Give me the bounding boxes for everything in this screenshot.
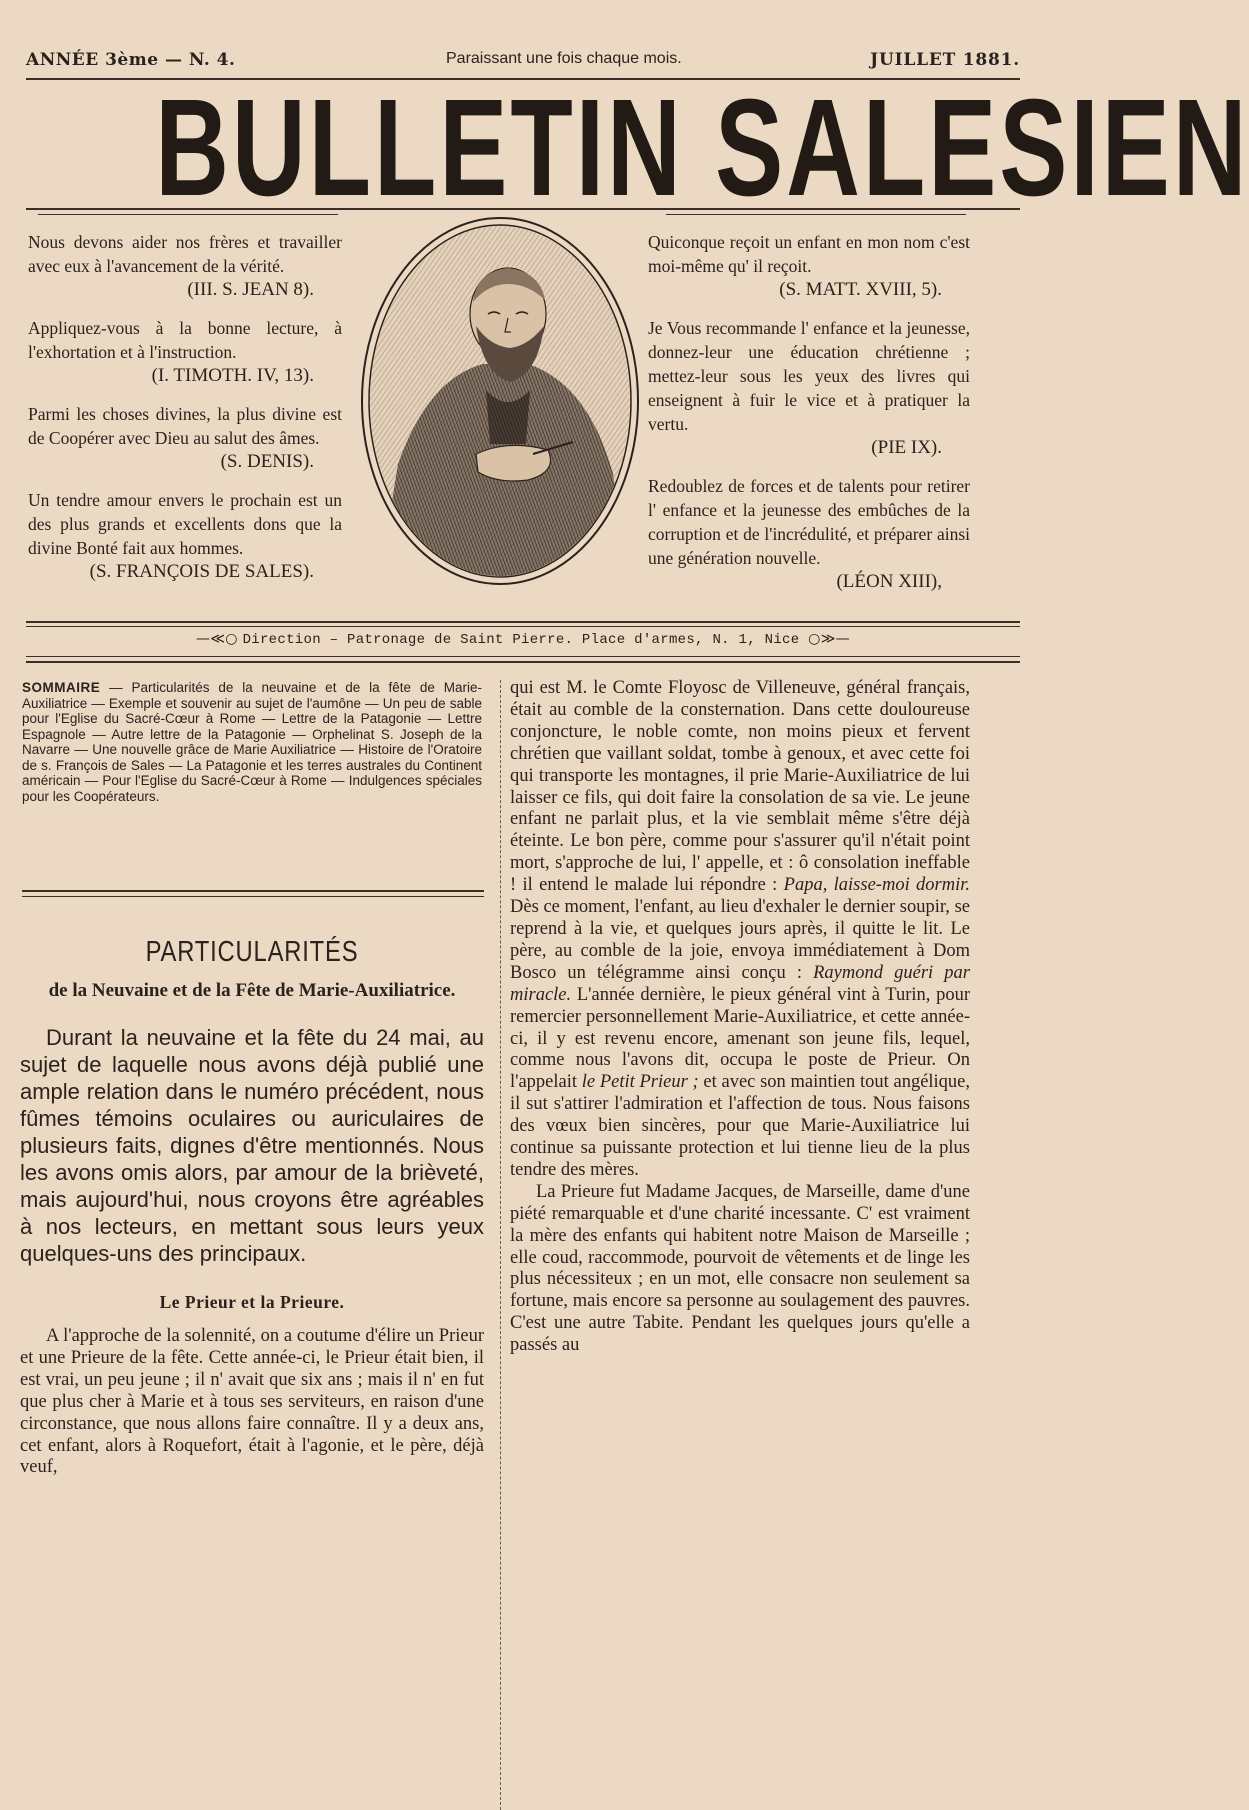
article-intro: Durant la neuvaine et la fête du 24 mai, au sujet de laquelle nous avons déjà publié une ample relation dans le numéro précédent, nous fûmes témoins oculaires ou auriculaires de plusieurs faits, dignes d'être mentionnés. Nous les avons omis alors, par amour de la brièveté, mais aujourd'hui, nous croyons être agréables à nos lecteurs, en mettant sous leurs yeux quelques-uns des principaux. <box>20 1025 484 1266</box>
article-heading: PARTICULARITÉS <box>145 936 359 968</box>
nickname: le Petit Prieur ; <box>581 1072 699 1093</box>
quote-text: Redoublez de forces et de talents pour retirer l' enfance et la jeunesse des embûches de la corruption et de l'incrédulité, et préparer ainsi une génération nouvelle. <box>648 476 970 568</box>
quote-citation: (LÉON XIII), <box>836 571 942 592</box>
quote-text: Parmi les choses divines, la plus divine est de Coopérer avec Dieu au salut des âmes. <box>28 404 342 448</box>
quotes-right-column <box>648 230 970 608</box>
quote-rule-left <box>38 214 338 215</box>
article-rule-thin <box>22 896 484 897</box>
ornament-right-icon: ○≫— <box>808 631 850 647</box>
article-paragraph <box>510 678 970 1182</box>
article-continuation <box>510 678 970 1357</box>
quote-citation: (PIE IX). <box>871 437 942 458</box>
quote-citation: (S. DENIS). <box>220 451 314 472</box>
quote <box>648 316 970 460</box>
text-run: et avec son maintien tout angélique, il sut s'attirer l'admiration et l'affection de tous. Nous faisons des vœux bien sincères, pour que Marie-Auxiliatrice lui continue sa puissante protection et lui tienne lieu de la plus tendre des mères. <box>510 1072 971 1180</box>
quote-citation: (I. TIMOTH. IV, 13). <box>151 365 314 386</box>
quote-text: Un tendre amour envers le prochain est un des plus grands et excellents dons que la divine Bonté fait aux hommes. <box>28 490 342 558</box>
quote <box>28 488 342 584</box>
quote-citation: (S. MATT. XVIII, 5). <box>779 279 942 300</box>
quote <box>648 230 970 302</box>
text-run: L'année dernière, le pieux général vint à Turin, pour remercier personnellement Marie-Auxiliatrice, et cette année-ci, il y est revenu encore, amenant son jeune fils, lequel, comme nous l'avons dit, occupa le poste de Prieur. On l'appelait <box>510 984 970 1093</box>
quote-text: Appliquez-vous à la bonne lecture, à l'exhortation et à l'instruction. <box>28 318 342 362</box>
quote-citation: (III. S. JEAN 8). <box>187 279 314 300</box>
quote <box>28 230 342 302</box>
text-run: qui est M. le Comte Floyosc de Villeneuve, général français, était au comble de la consternation. Dans cette douloureuse conjoncture, le noble comte, non moins pieux et fervent chrétien que vaillant soldat, tombe à genoux, et avec cette foi qui transporte les montagnes, il prie Marie-Auxiliatrice de lui laisser ce fils, qui doit faire la consolation de sa vie. Le jeune enfant ne parlait plus, et la vie semblait même s'être déjà éteinte. Le bon père, comme pour s'assurer qu'il n'était point mort, s'approche de lui, l' appelle, et : ô consolation ineffable ! il entend le malade lui répondre : <box>510 678 970 896</box>
section-title: Le Prieur et la Prieure. <box>159 1292 345 1312</box>
sommaire-text: — Particularités de la neuvaine et de la fête de Marie-Auxiliatrice — Exemple et souvenir au sujet de l'aumône — Un peu de sable pour l'Eglise du Sacré-Cœur à Rome — Lettre de la Patagonie — Lettre Espagnole — Autre lettre de la Patagonie — Orphelinat S. Joseph de la Navarre — Une nouvelle grâce de Marie Auxiliatrice — Histoire de l'Oratoire de s. François de Sales — La Patagonie et les terres australes du Continent américain — Pour l'Eglise du Sacré-Cœur à Rome — Indulgences spéciales pour les Coopérateurs. <box>22 680 482 804</box>
text-run: Dès ce moment, l'enfant, au lieu d'exhaler le dernier soupir, se reprend à la vie, et quelques jours après, il quitte le lit. Le père, au comble de la joie, envoya immédiatement à Dom Bosco un télégramme ainsi conçu : <box>510 897 970 983</box>
direction-rule-bottom <box>26 656 1020 657</box>
direction-rule-top <box>26 621 1020 623</box>
masthead-title: BULLETIN SALESIEN <box>155 71 1249 225</box>
quote-text: Nous devons aider nos frères et travailler avec eux à l'avancement de la vérité. <box>28 232 342 276</box>
quote-rule-right <box>666 214 966 215</box>
direction-rule-bottom-thick <box>26 661 1020 663</box>
column-divider <box>500 680 501 1810</box>
article-paragraph: A l'approche de la solennité, on a coutume d'élire un Prieur et une Prieure de la fête. Cette année-ci, le Prieur était bien, il est vrai, un peu jeune ; il n' avait que six ans ; mais il n' en fut que plus cher à Marie et à tous ses serviteurs, en raison d'une circonstance, que nous allons faire connaître. Il y a deux ans, cet enfant, alors à Roquefort, était à l'agonie, et le père, déjà veuf, <box>20 1326 484 1478</box>
quotes-left-column <box>28 230 342 598</box>
table-of-contents <box>22 680 482 804</box>
sommaire-label: SOMMAIRE <box>22 680 101 695</box>
ornament-left-icon: —≪○ <box>196 631 243 647</box>
quote <box>28 316 342 388</box>
masthead-rule <box>26 208 1020 210</box>
issue-number: ANNÉE 3ème — N. 4. <box>26 50 236 70</box>
quote-text: Quiconque reçoit un enfant en mon nom c'est moi-même qu' il reçoit. <box>648 232 970 276</box>
quote-citation: (S. FRANÇOIS DE SALES). <box>89 561 314 582</box>
telegram-text: Raymond guéri par miracle. <box>510 962 971 1005</box>
direction-line <box>0 631 1046 648</box>
quote <box>648 474 970 594</box>
portrait-engraving <box>358 214 643 589</box>
quoted-words: Papa, laisse-moi dormir. <box>783 875 971 896</box>
direction-rule-top-thin <box>26 626 1020 627</box>
article-paragraph: La Prieure fut Madame Jacques, de Marseille, dame d'une piété remarquable et d'une charité incessante. C' est vraiment la mère des enfants qui habitent notre Maison de Marseille ; elle coud, raccommode, pourvoit de vêtements et de linge les plus nécessiteux ; en un mot, elle consacre non seulement sa fortune, mais encore sa personne au soulagement des pauvres. C'est une autre Tabite. Pendant les quelques jours qu'elle a passés au <box>510 1181 970 1356</box>
issue-date: JUILLET 1881. <box>870 50 1020 70</box>
quote-text: Je Vous recommande l' enfance et la jeunesse, donnez-leur une éducation chrétienne ; mettez-leur sous les yeux des livres qui enseignent à fuir le vice et à pratiquer la vertu. <box>648 318 970 434</box>
article-subheading: de la Neuvaine et de la Fête de Marie-Auxiliatrice. <box>48 980 456 1001</box>
publication-frequency: Paraissant une fois chaque mois. <box>446 50 682 67</box>
article-rule-thick <box>22 890 484 892</box>
quote <box>28 402 342 474</box>
direction-address: Direction – Patronage de Saint Pierre. Place d'armes, N. 1, Nice <box>242 632 800 648</box>
